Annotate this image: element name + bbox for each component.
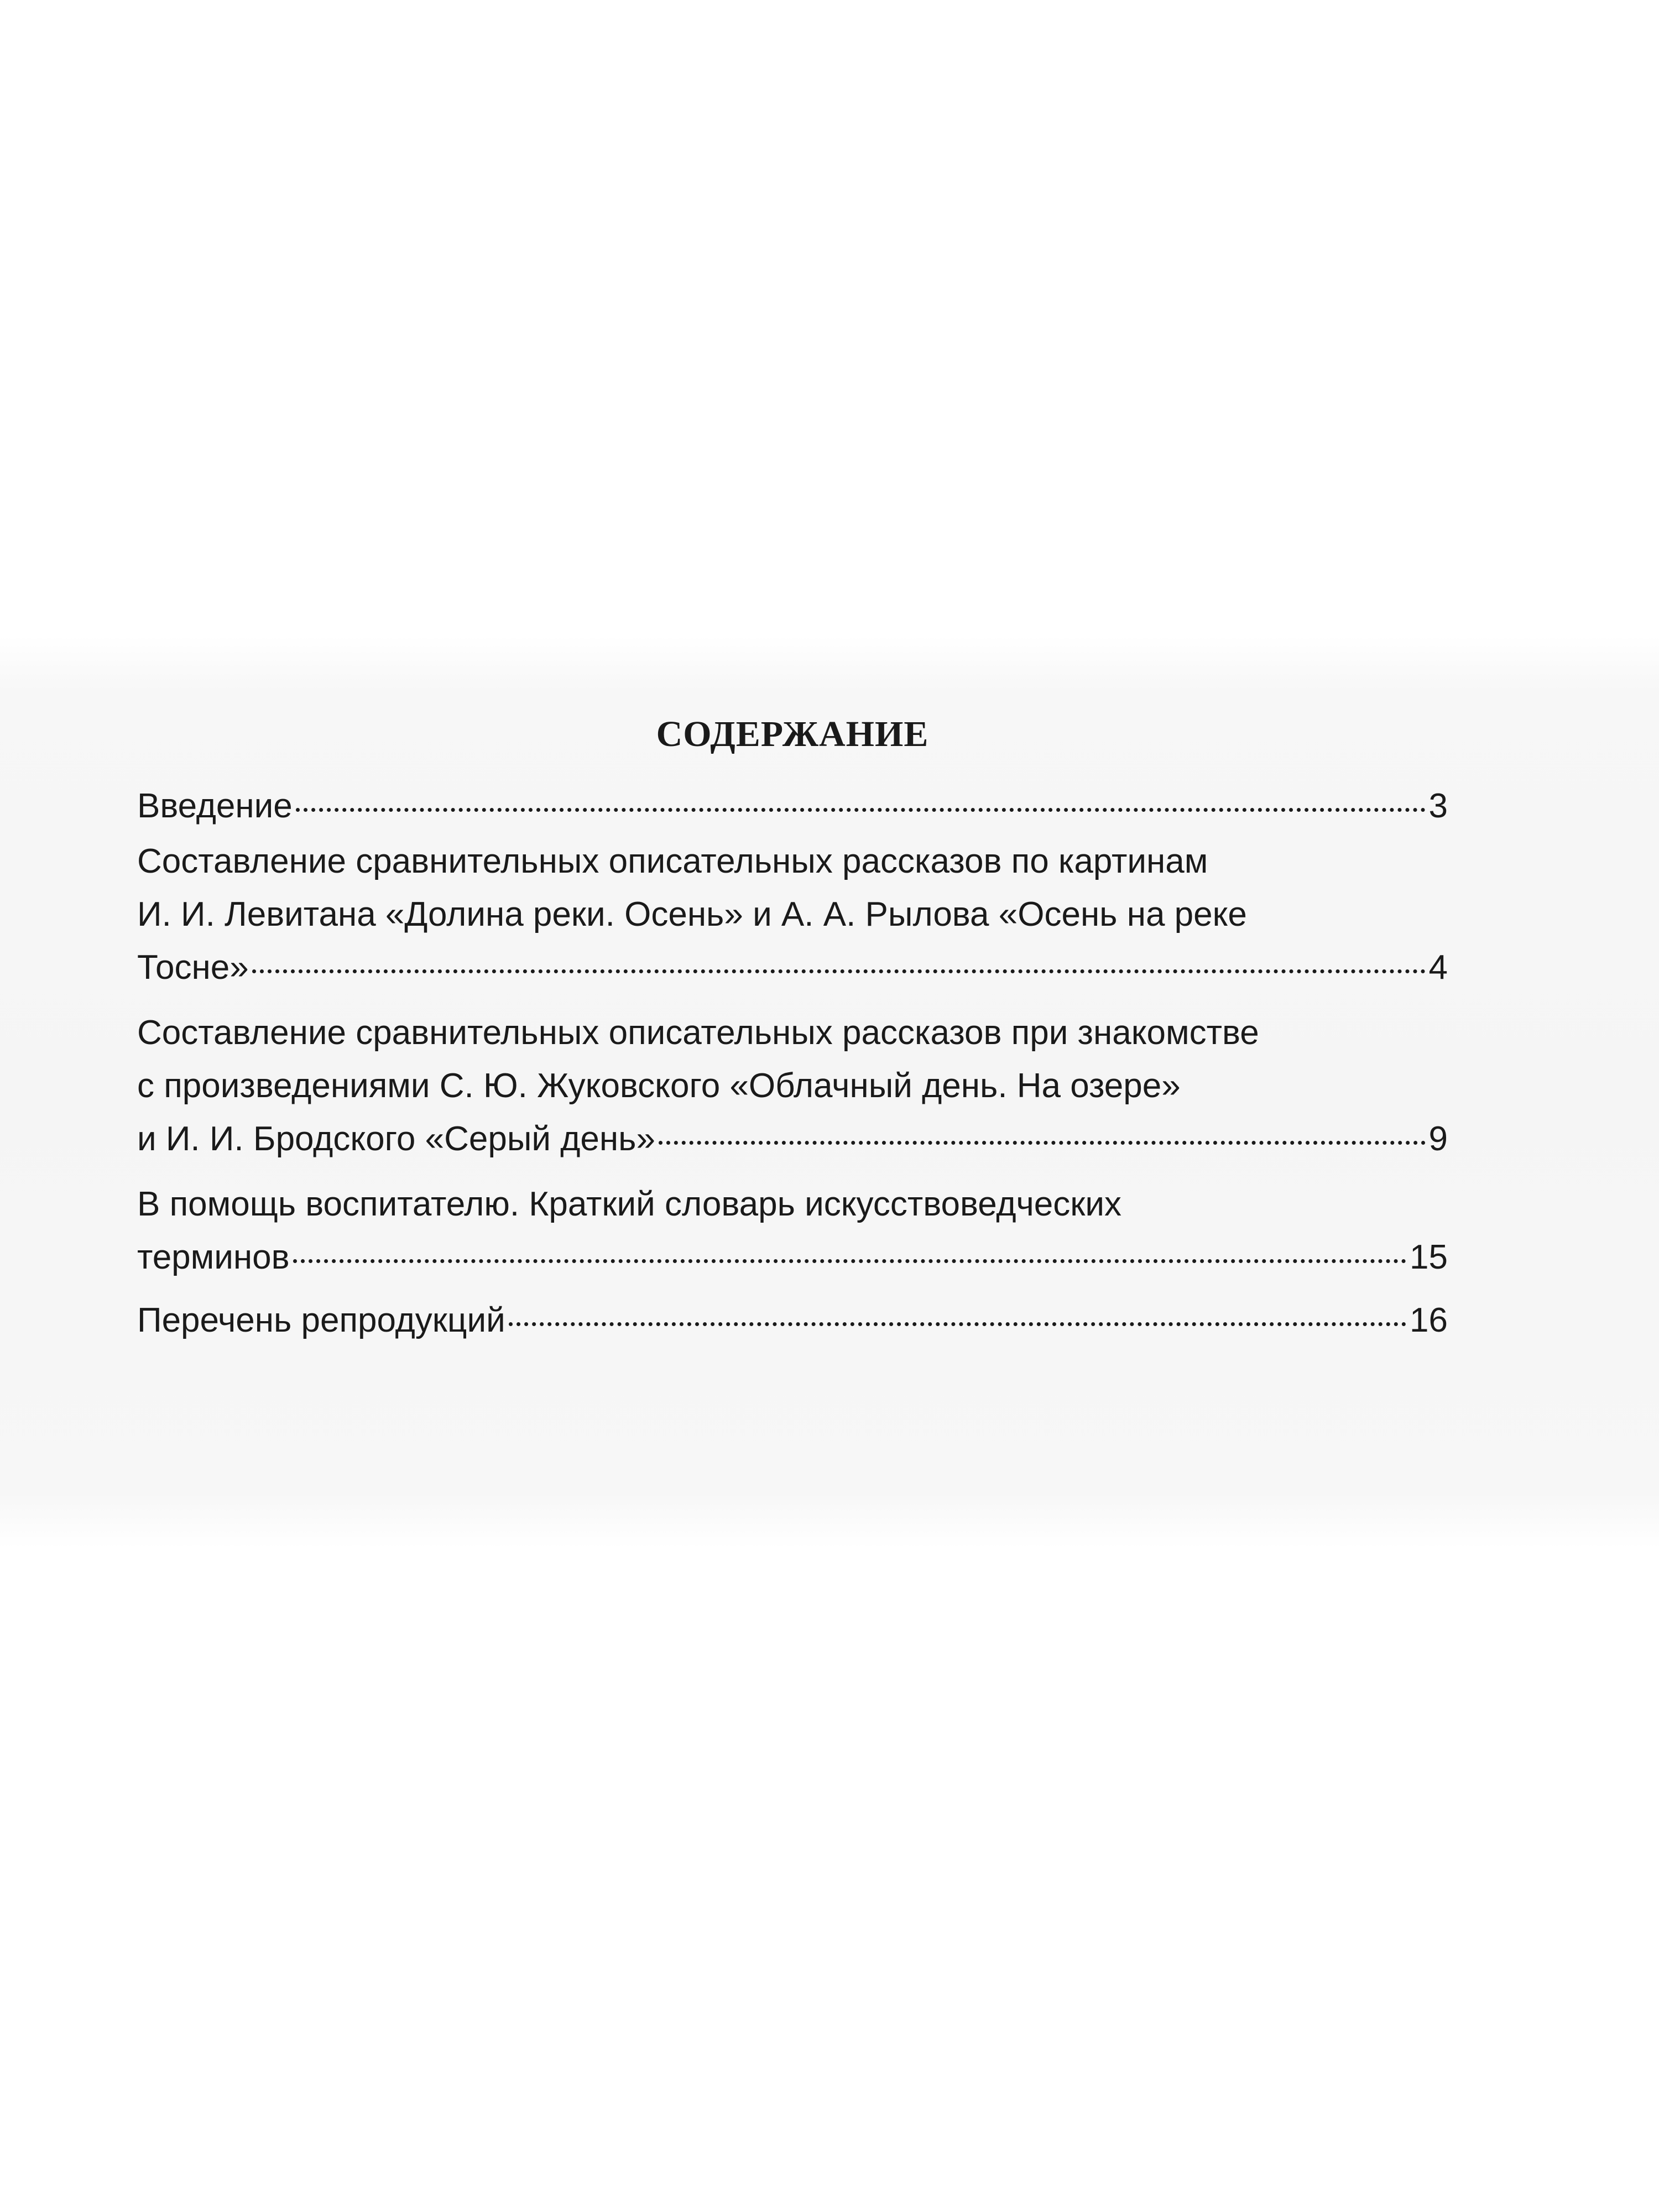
toc-entry-line: Составление сравнительных описательных рассказов по картинам bbox=[137, 842, 1208, 880]
dot-leader bbox=[296, 808, 1426, 812]
toc-entry bbox=[137, 1294, 1448, 1347]
toc-page-number: 15 bbox=[1410, 1238, 1448, 1276]
toc-entry-text: и И. И. Бродского «Серый день» bbox=[137, 1120, 655, 1158]
toc-entry-line bbox=[137, 780, 1448, 833]
toc-page-number: 16 bbox=[1410, 1301, 1448, 1339]
toc-entry bbox=[137, 780, 1448, 833]
toc-entry-line: с произведениями С. Ю. Жуковского «Облачный день. На озере» bbox=[137, 1067, 1181, 1105]
toc-entry-text: Тосне» bbox=[137, 948, 249, 987]
toc-entry-line: Составление сравнительных описательных рассказов при знакомстве bbox=[137, 1014, 1259, 1052]
toc-entry-line bbox=[137, 1294, 1448, 1347]
dot-leader bbox=[252, 969, 1426, 973]
toc-entry-line bbox=[137, 941, 1448, 994]
dot-leader bbox=[509, 1322, 1406, 1326]
toc-page-number: 4 bbox=[1428, 948, 1448, 987]
toc-entry-line bbox=[137, 1231, 1448, 1284]
toc-entry bbox=[137, 835, 1448, 994]
toc-page-number: 3 bbox=[1428, 787, 1448, 825]
toc-title: СОДЕРЖАНИЕ bbox=[656, 714, 929, 754]
dot-leader bbox=[659, 1141, 1426, 1145]
toc-entry-line bbox=[137, 1113, 1448, 1166]
toc-entry-text: Перечень репродукций bbox=[137, 1301, 505, 1339]
toc-entry bbox=[137, 1178, 1448, 1284]
dot-leader bbox=[293, 1259, 1406, 1263]
toc-entry-text: терминов bbox=[137, 1238, 290, 1276]
toc-entry bbox=[137, 1006, 1448, 1166]
toc-page-number: 9 bbox=[1428, 1120, 1448, 1158]
toc-entry-line: И. И. Левитана «Долина реки. Осень» и А. А. Рылова «Осень на реке bbox=[137, 895, 1247, 933]
toc-entry-line: В помощь воспитателю. Краткий словарь искусствоведческих bbox=[137, 1185, 1122, 1223]
toc-entry-text: Введение bbox=[137, 787, 293, 825]
